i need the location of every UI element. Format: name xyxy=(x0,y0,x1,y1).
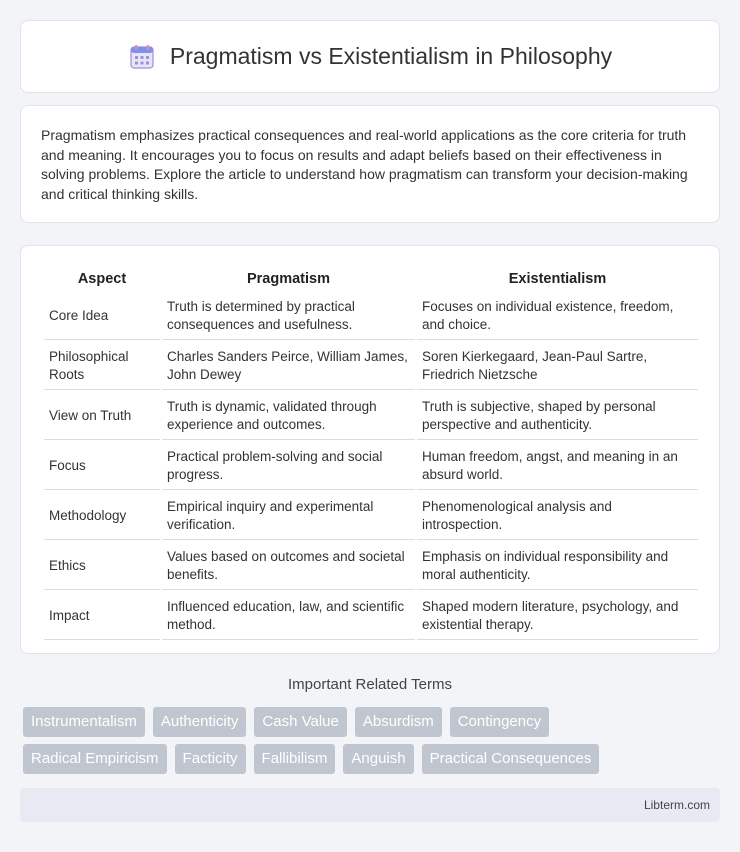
tag-anguish[interactable]: Anguish xyxy=(343,744,413,774)
existentialism-cell: Soren Kierkegaard, Jean-Paul Sartre, Friedrich Nietzsche xyxy=(417,342,698,390)
header-existentialism: Existentialism xyxy=(508,271,607,287)
pragmatism-cell: Truth is determined by practical consequences and usefulness. xyxy=(162,292,415,340)
aspect-cell: View on Truth xyxy=(44,392,160,440)
tag-facticity[interactable]: Facticity xyxy=(175,744,246,774)
pragmatism-cell: Empirical inquiry and experimental verification. xyxy=(162,492,415,540)
pragmatism-cell: Influenced education, law, and scientific method. xyxy=(162,592,415,640)
existentialism-cell: Phenomenological analysis and introspection. xyxy=(417,492,698,540)
header-aspect: Aspect xyxy=(77,271,127,287)
footer-link[interactable]: Libterm.com xyxy=(643,798,710,812)
related-terms-tags xyxy=(23,707,723,781)
pragmatism-cell: Values based on outcomes and societal benefits. xyxy=(162,542,415,590)
tag-radical-empiricism[interactable]: Radical Empiricism xyxy=(23,744,167,774)
existentialism-cell: Human freedom, angst, and meaning in an absurd world. xyxy=(417,442,698,490)
tag-practical-consequences[interactable]: Practical Consequences xyxy=(422,744,600,774)
pragmatism-cell: Practical problem-solving and social progress. xyxy=(162,442,415,490)
table-row xyxy=(44,342,698,390)
aspect-cell: Philosophical Roots xyxy=(44,342,160,390)
tag-absurdism[interactable]: Absurdism xyxy=(355,707,442,737)
title-card xyxy=(20,20,720,93)
table-row xyxy=(44,492,698,540)
pragmatism-cell: Charles Sanders Peirce, William James, John Dewey xyxy=(162,342,415,390)
table-row xyxy=(44,542,698,590)
table-row xyxy=(44,442,698,490)
aspect-cell: Ethics xyxy=(44,542,160,590)
existentialism-cell: Truth is subjective, shaped by personal perspective and authenticity. xyxy=(417,392,698,440)
related-terms-title: Important Related Terms xyxy=(288,676,452,693)
aspect-cell: Core Idea xyxy=(44,292,160,340)
footer xyxy=(20,788,720,822)
comparison-table xyxy=(42,266,700,642)
table-header-row xyxy=(44,268,698,290)
tag-instrumentalism[interactable]: Instrumentalism xyxy=(23,707,145,737)
intro-text: Pragmatism emphasizes practical consequences and real-world applications as the core criteria for truth and meaning. It encourages you to focus on results and adapt beliefs based on their effectiveness in solving problems. Explore the article to understand how pragmatism can transform your decision-making and critical thinking skills. xyxy=(41,127,688,202)
table-row xyxy=(44,392,698,440)
pragmatism-cell: Truth is dynamic, validated through experience and outcomes. xyxy=(162,392,415,440)
comparison-table-card xyxy=(20,245,720,654)
aspect-cell: Focus xyxy=(44,442,160,490)
tag-row xyxy=(23,744,723,774)
table-row xyxy=(44,292,698,340)
existentialism-cell: Shaped modern literature, psychology, and existential therapy. xyxy=(417,592,698,640)
tag-cash-value[interactable]: Cash Value xyxy=(254,707,346,737)
tag-row xyxy=(23,707,723,737)
existentialism-cell: Emphasis on individual responsibility and moral authenticity. xyxy=(417,542,698,590)
existentialism-cell: Focuses on individual existence, freedom, and choice. xyxy=(417,292,698,340)
title-wrap xyxy=(128,43,612,71)
tag-fallibilism[interactable]: Fallibilism xyxy=(254,744,336,774)
tag-contingency[interactable]: Contingency xyxy=(450,707,549,737)
table-row xyxy=(44,592,698,640)
intro-card xyxy=(20,105,720,223)
aspect-cell: Impact xyxy=(44,592,160,640)
header-pragmatism: Pragmatism xyxy=(246,271,330,287)
page-title: Pragmatism vs Existentialism in Philosophy xyxy=(169,43,613,69)
aspect-cell: Methodology xyxy=(44,492,160,540)
calendar-icon xyxy=(128,43,156,71)
tag-authenticity[interactable]: Authenticity xyxy=(153,707,247,737)
